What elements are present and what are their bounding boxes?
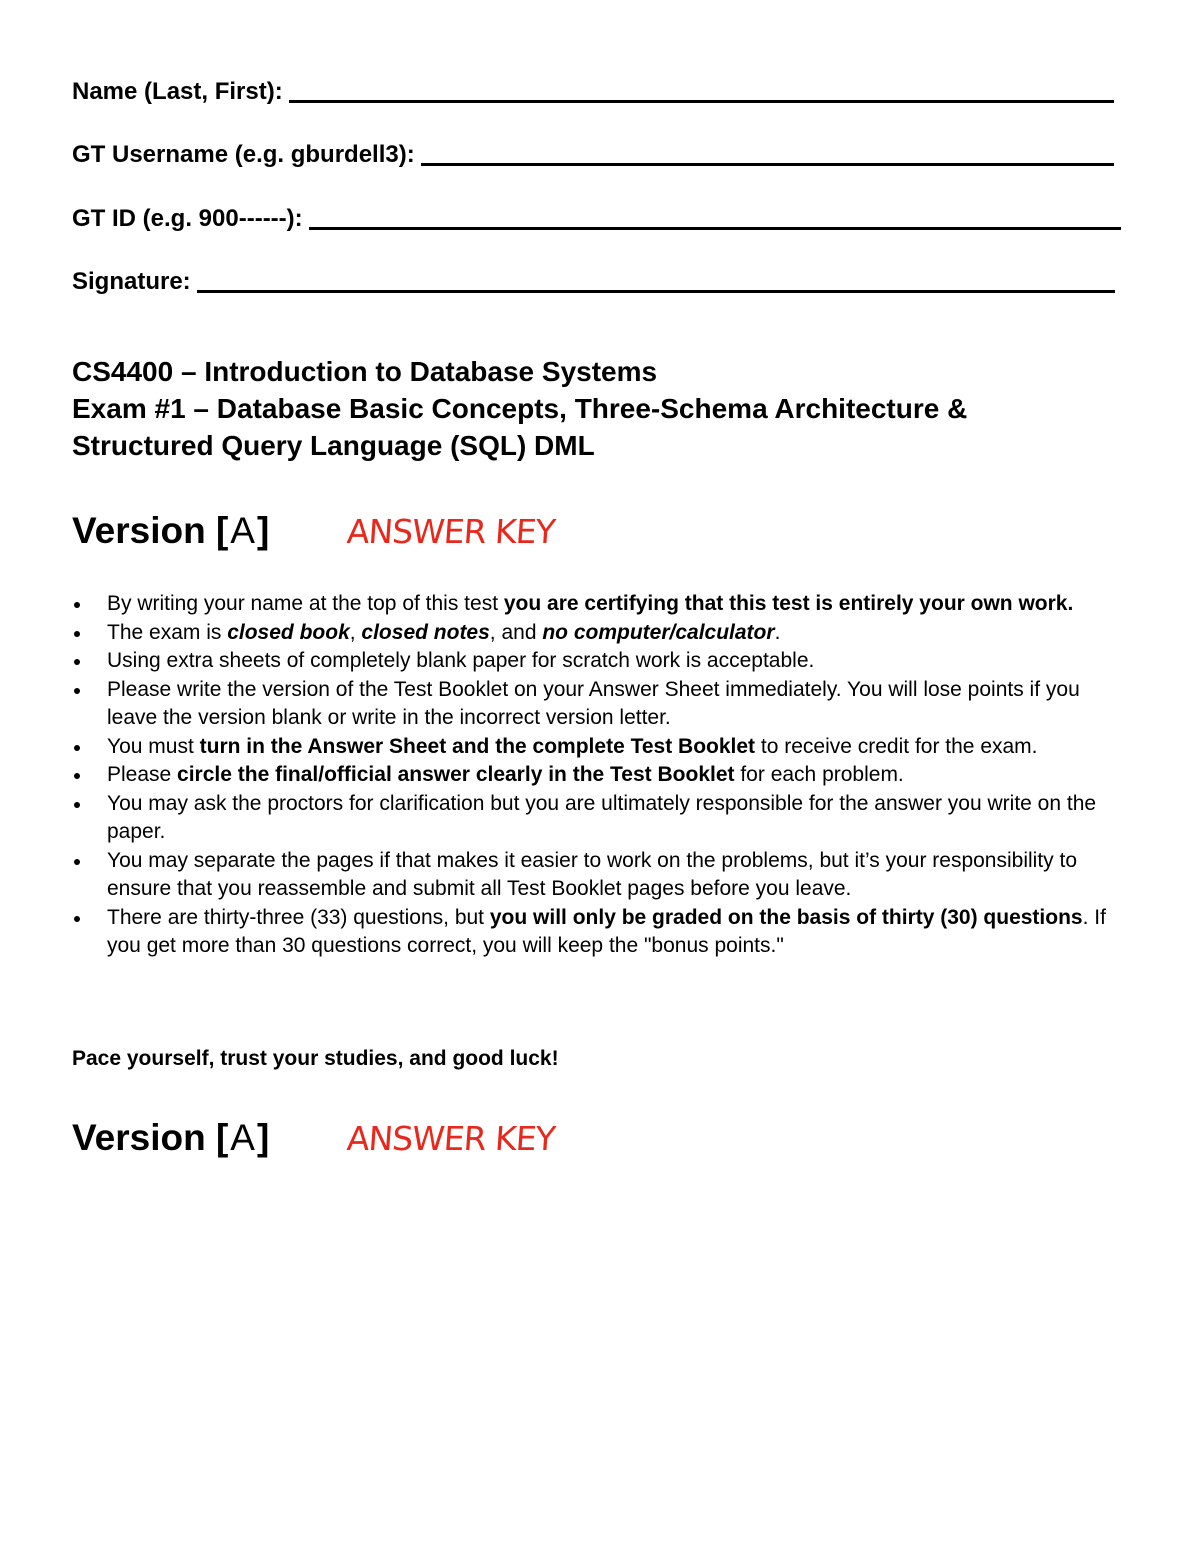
instruction-text: . If you get more than 30 questions correct, you will keep the "bonus points." — [107, 905, 1106, 957]
instruction-text: to receive credit for the exam. — [755, 734, 1038, 758]
version-heading-bottom — [72, 1117, 555, 1159]
instruction-text: . — [774, 620, 781, 644]
signature-field[interactable] — [72, 260, 1115, 294]
instruction-item — [72, 733, 1132, 762]
instruction-text: You may separate the pages if that makes it easier to work on the problems, but it’s your responsibility to ensure that you reassemble and submit all Test Booklet pages before you leave. — [107, 848, 1078, 900]
instructions-list — [72, 590, 1132, 961]
version-suffix: ] — [256, 510, 270, 551]
name-blank-line[interactable] — [289, 100, 1114, 103]
instruction-item — [72, 647, 1132, 676]
instruction-text: By writing your name at the top of this test — [107, 592, 504, 615]
signature-blank-line[interactable] — [197, 290, 1115, 293]
instruction-text: , and — [489, 620, 543, 644]
instruction-text: for each problem. — [734, 763, 904, 786]
instruction-text: You must — [107, 734, 200, 758]
instruction-emphasis: circle the final/official answer clearly in the Test Booklet — [177, 763, 735, 786]
instruction-emphasis: you will only be graded on the basis of thirty (30) questions — [489, 905, 1083, 929]
course-title: CS4400 – Introduction to Database Systems — [72, 356, 658, 387]
instruction-item — [72, 676, 1132, 733]
instruction-item — [72, 619, 1132, 648]
instruction-emphasis: closed book — [227, 620, 350, 644]
username-blank-line[interactable] — [421, 163, 1114, 166]
instruction-text: , — [349, 620, 362, 644]
exam-titles — [72, 353, 1142, 464]
username-field[interactable] — [72, 133, 1114, 167]
signature-label: Signature: — [72, 268, 191, 295]
name-label: Name (Last, First): — [72, 78, 283, 105]
username-label: GT Username (e.g. gburdell3): — [72, 141, 415, 168]
exam-title-line-1: Exam #1 – Database Basic Concepts, Three-Schema Architecture & — [72, 393, 968, 424]
version-heading-top — [72, 510, 555, 552]
version-prefix: Version [ — [72, 510, 229, 551]
instruction-text: You may ask the proctors for clarification but you are ultimately responsible for the answer you write on the paper. — [107, 791, 1097, 843]
version-letter: A — [230, 1117, 255, 1158]
instruction-text: Using extra sheets of completely blank paper for scratch work is acceptable. — [107, 649, 815, 672]
instruction-text: There are thirty-three (33) questions, but — [107, 905, 490, 929]
gt-id-blank-line[interactable] — [309, 227, 1121, 230]
instruction-item — [72, 590, 1132, 619]
exam-title-line-2: Structured Query Language (SQL) DML — [72, 430, 595, 461]
gt-id-field[interactable] — [72, 197, 1121, 231]
instruction-emphasis: turn in the Answer Sheet and the complete Test Booklet — [199, 734, 756, 758]
version-letter: A — [230, 510, 255, 551]
instruction-text: The exam is — [107, 620, 228, 644]
instruction-emphasis: no computer/calculator — [542, 620, 775, 644]
instruction-item — [72, 790, 1132, 847]
name-field[interactable] — [72, 70, 1114, 104]
instruction-text: Please — [107, 763, 178, 786]
instruction-item — [72, 761, 1132, 790]
version-suffix: ] — [256, 1117, 270, 1158]
closing-line: Pace yourself, trust your studies, and good luck! — [72, 1047, 559, 1070]
instruction-emphasis: you are certifying that this test is entirely your own work. — [503, 592, 1074, 615]
instruction-text: Please write the version of the Test Booklet on your Answer Sheet immediately. You will lose points if you leave the version blank or write in the incorrect version letter. — [107, 677, 1080, 729]
instruction-item — [72, 904, 1132, 961]
version-prefix: Version [ — [72, 1117, 229, 1158]
instruction-item — [72, 847, 1132, 904]
answer-key-stamp: ANSWER KEY — [345, 512, 557, 551]
gt-id-label: GT ID (e.g. 900------): — [72, 205, 303, 232]
instruction-emphasis: closed notes — [361, 620, 490, 644]
answer-key-stamp: ANSWER KEY — [345, 1119, 557, 1158]
